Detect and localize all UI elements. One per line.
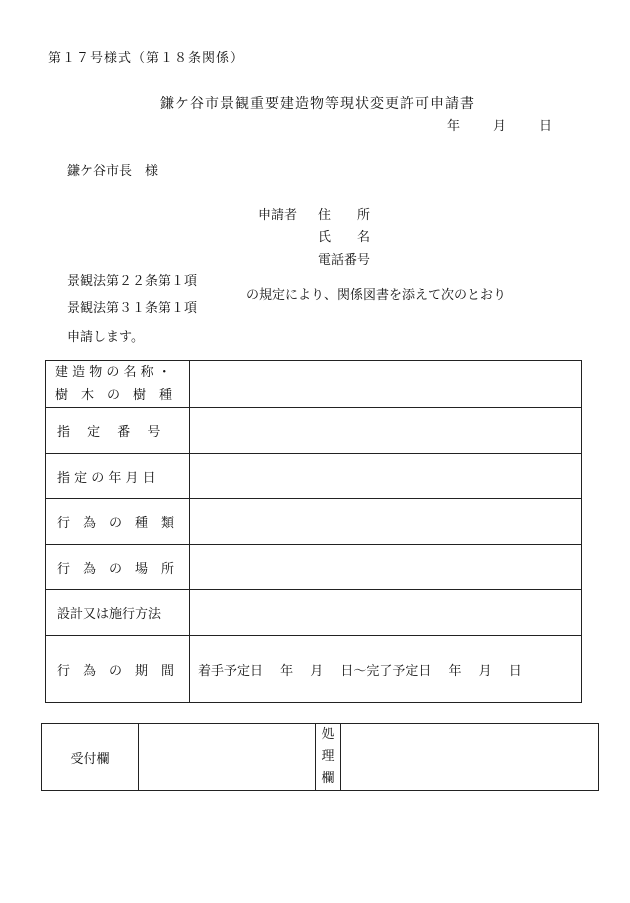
receipt-field[interactable] [139,724,316,791]
table-row [42,724,599,791]
design-method-field[interactable] [190,590,582,636]
table-row [46,454,582,499]
designation-number-field[interactable] [190,408,582,454]
table-row [46,361,582,408]
processing-field[interactable] [341,724,599,791]
design-method-label: 設計又は施行方法 [46,590,190,636]
applicant-address-label: 住 所 [318,208,371,223]
act-location-label: 行 為 の 場 所 [46,545,190,590]
designation-date-label: 指 定 の 年 月 日 [46,454,190,499]
processing-label: 処 理 欄 [316,724,341,791]
law-reference-text: の規定により、関係図書を添えて次のとおり [246,288,507,303]
building-tree-label [46,361,190,408]
addressee: 鎌ケ谷市長 様 [67,164,159,179]
act-location-field[interactable] [190,545,582,590]
table-row [46,636,582,703]
form-number: 第１７号様式（第１８条関係） [48,51,245,66]
closing-text: 申請します。 [67,330,144,345]
applicant-phone-label: 電話番号 [318,253,371,268]
table-row [46,499,582,545]
receipt-label: 受付欄 [42,724,139,791]
applicant-name-label: 氏 名 [318,230,371,245]
law-option-31: 景観法第３１条第１項 [67,301,198,316]
act-type-field[interactable] [190,499,582,545]
building-tree-field[interactable] [190,361,582,408]
table-row [46,590,582,636]
date-year: 年 [447,119,461,134]
date-month: 月 [493,119,507,134]
designation-number-label: 指 定 番 号 [46,408,190,454]
table-row [46,545,582,590]
office-use-table [41,723,599,791]
table-row [46,408,582,454]
act-type-label: 行 為 の 種 類 [46,499,190,545]
act-period-label: 行 為 の 期 間 [46,636,190,703]
law-option-22: 景観法第２２条第１項 [67,274,198,289]
applicant-block [258,209,418,269]
document-title: 鎌ケ谷市景観重要建造物等現状変更許可申請書 [160,96,475,112]
tree-species-label: 樹 木 の 樹 種 [55,388,173,403]
date-line [447,120,552,133]
act-period-field[interactable]: 着手予定日 年 月 日～完了予定日 年 月 日 [190,636,582,703]
application-table [45,360,582,703]
applicant-label: 申請者 [258,208,298,223]
building-name-label: 建 造 物 の 名 称 ・ [55,365,171,380]
designation-date-field[interactable] [190,454,582,499]
date-day: 日 [539,119,553,134]
